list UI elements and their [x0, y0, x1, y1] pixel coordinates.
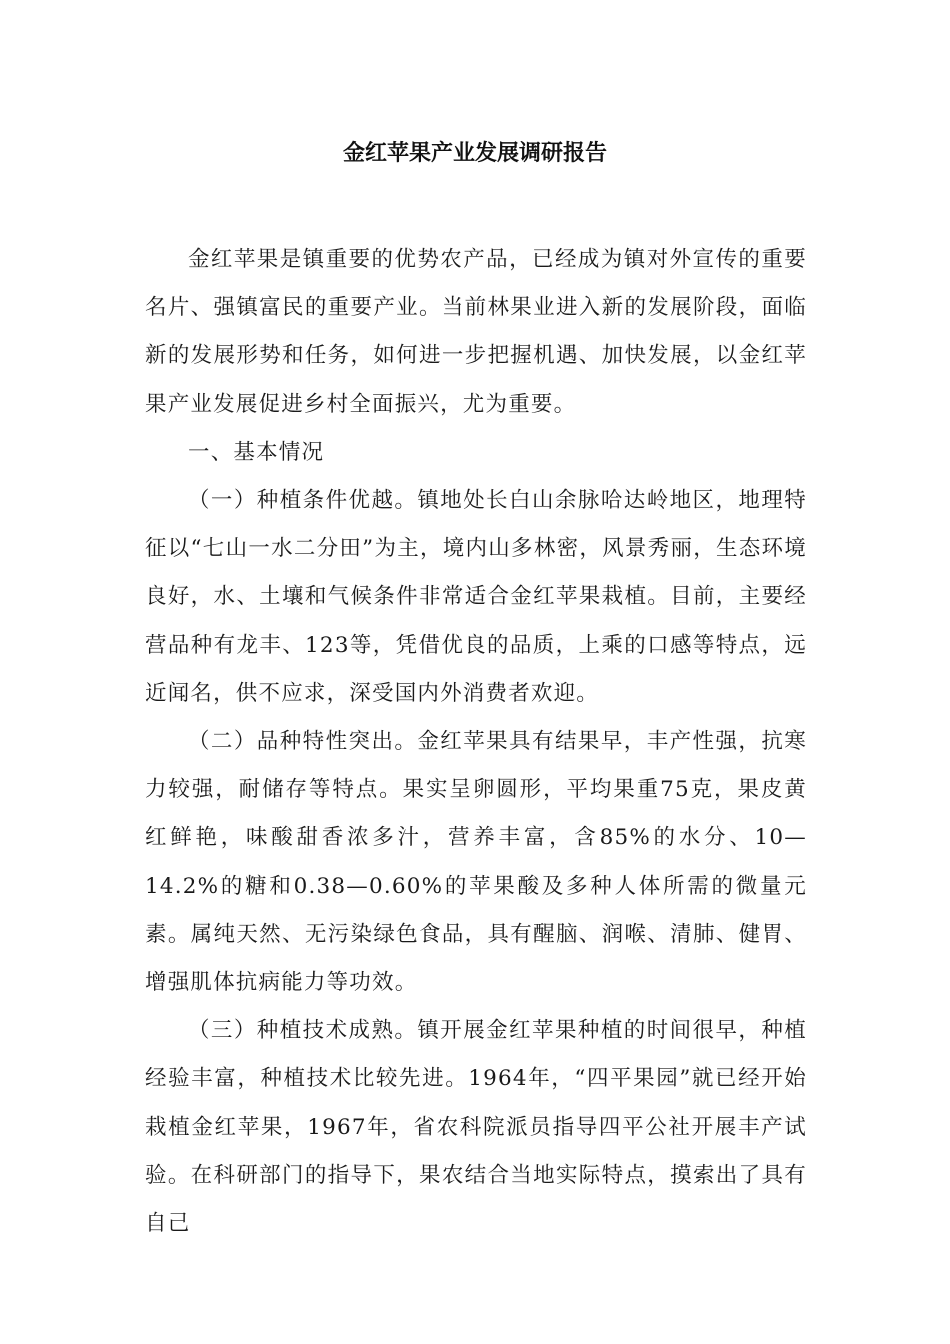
- section-heading-basic-situation: 一、基本情况: [188, 439, 325, 465]
- paragraph-planting-conditions: （一）种植条件优越。镇地处长白山余脉哈达岭地区，地理特征以“七山一水二分田”为主，境内山多林密，风景秀丽，生态环境良好，水、土壤和气候条件非常适合金红苹果栽植。目前，主要经营品种有龙丰、123等，凭借优良的品质，上乘的口感等特点，远近闻名，供不应求，深受国内外消费者欢迎。: [145, 488, 807, 706]
- paragraph-intro: 金红苹果是镇重要的优势农产品，已经成为镇对外宣传的重要名片、强镇富民的重要产业。当前林果业进入新的发展阶段，面临新的发展形势和任务，如何进一步把握机遇、加快发展，以金红苹果产业发展促进乡村全面振兴，尤为重要。: [145, 247, 807, 417]
- document-title: 金红苹果产业发展调研报告: [342, 141, 607, 166]
- paragraph-variety-characteristics: （二）品种特性突出。金红苹果具有结果早，丰产性强，抗寒力较强，耐储存等特点。果实呈卵圆形，平均果重75克，果皮黄红鲜艳，味酸甜香浓多汁，营养丰富，含85%的水分、10—14.2%的糖和0.38—0.60%的苹果酸及多种人体所需的微量元素。属纯天然、无污染绿色食品，具有醒脑、润喉、清肺、健胃、增强肌体抗病能力等功效。: [145, 729, 807, 996]
- paragraph-planting-technology: （三）种植技术成熟。镇开展金红苹果种植的时间很早，种植经验丰富，种植技术比较先进。1964年，“四平果园”就已经开始栽植金红苹果，1967年，省农科院派员指导四平公社开展丰产试验。在科研部门的指导下，果农结合当地实际特点，摸索出了具有自己: [145, 1018, 807, 1237]
- document-body: [145, 236, 807, 1248]
